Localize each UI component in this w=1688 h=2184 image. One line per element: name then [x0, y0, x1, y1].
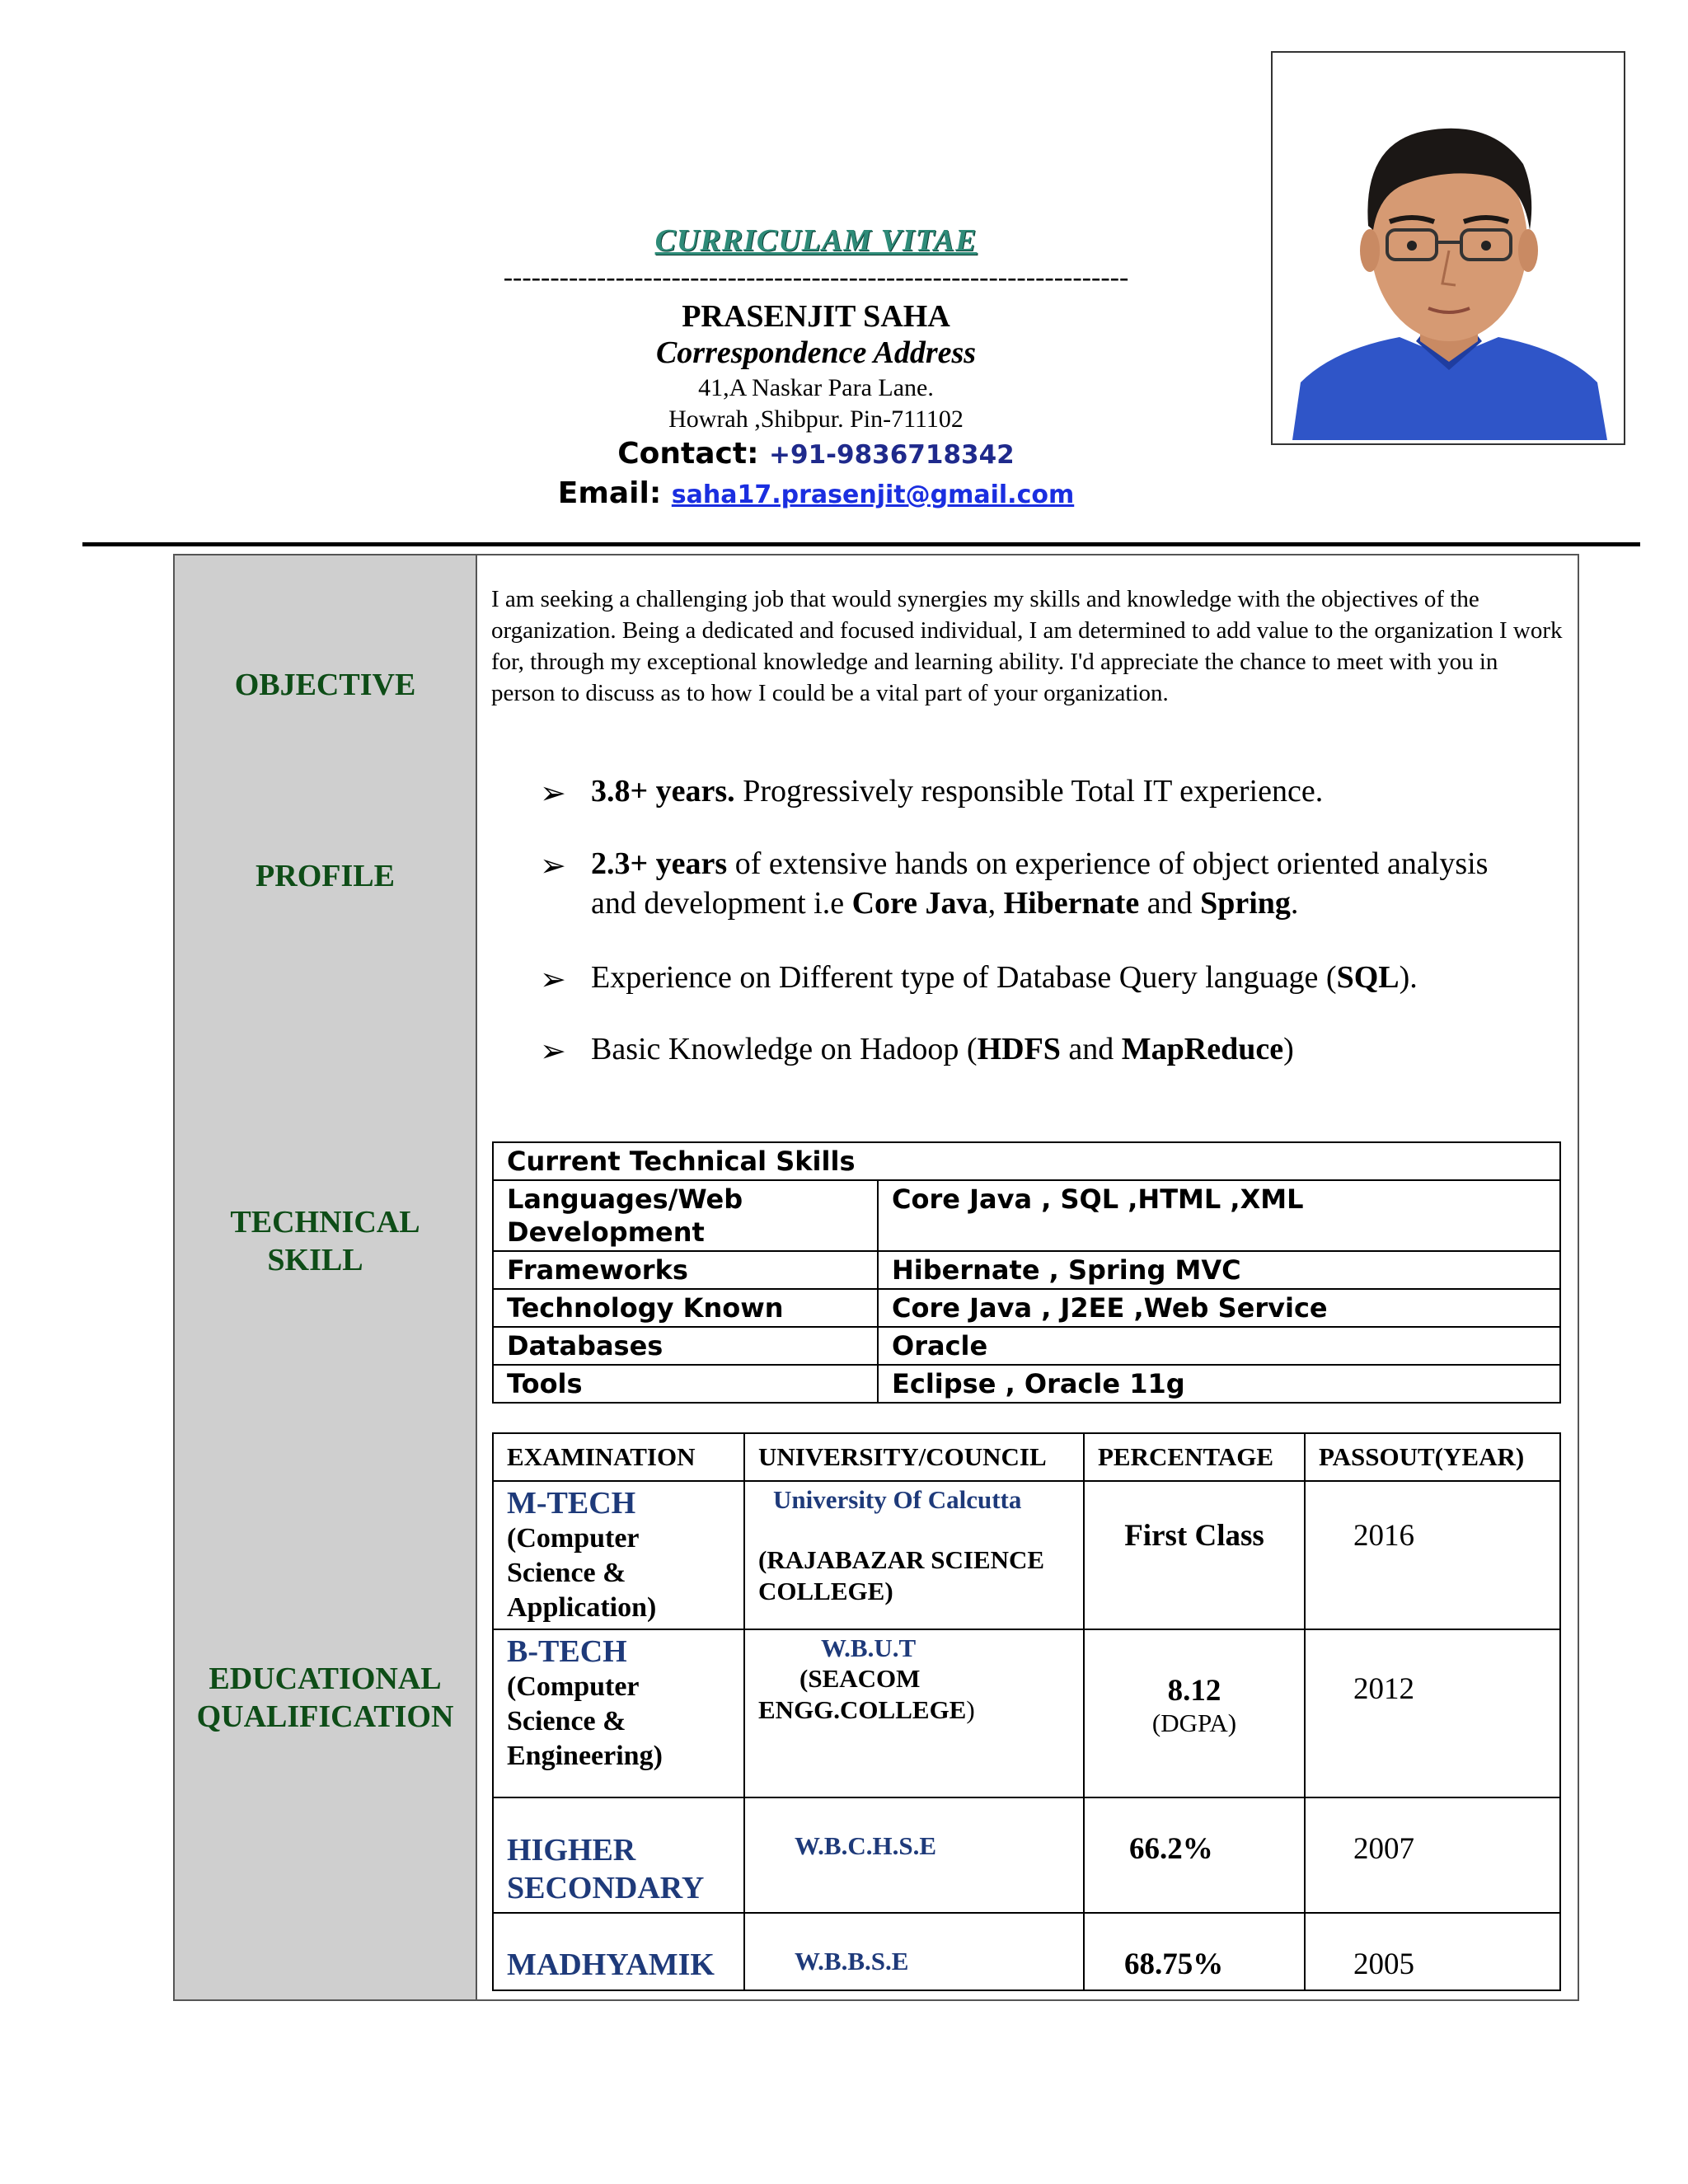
profile-item-1: 3.8+ years. Progressively responsible Total IT experience. [591, 774, 1324, 808]
year-cell [1305, 1481, 1560, 1629]
table-header-row [493, 1433, 1560, 1481]
skill-label: Tools [493, 1365, 878, 1403]
table-row [493, 1251, 1560, 1289]
col-header-percentage: PERCENTAGE [1084, 1433, 1305, 1481]
percentage-value: 68.75% [1124, 1947, 1224, 1981]
skill-value: Core Java , SQL ,HTML ,XML [878, 1180, 1560, 1251]
skill-label: Databases [493, 1327, 878, 1365]
passout-year: 2007 [1353, 1832, 1414, 1866]
skill-value: Hibernate , Spring MVC [878, 1251, 1560, 1289]
arrow-bullet-icon: ➢ [540, 963, 566, 997]
table-row [493, 1289, 1560, 1327]
contact-label: Contact: [617, 437, 759, 471]
col-header-university: UNIVERSITY/COUNCIL [744, 1433, 1084, 1481]
skill-label: Languages/Web Development [493, 1180, 878, 1251]
percentage-cell [1084, 1797, 1305, 1913]
degree-name: B-TECH [507, 1634, 627, 1669]
university-name: W.B.U.T [821, 1633, 917, 1662]
address-line-1: 41,A Naskar Para Lane. [698, 374, 934, 401]
degree-subject: (Computer Science & Engineering) [507, 1671, 663, 1771]
document-title: CURRICULAM VITAE [654, 223, 978, 258]
section-technical-line1: TECHNICAL [230, 1205, 420, 1240]
degree-name: HIGHER SECONDARY [507, 1833, 705, 1905]
skill-value: Oracle [878, 1327, 1560, 1365]
passout-year: 2005 [1353, 1947, 1414, 1981]
degree-name: MADHYAMIK [507, 1947, 715, 1982]
email-link[interactable]: saha17.prasenjit@gmail.com [671, 480, 1075, 509]
section-objective: OBJECTIVE [234, 668, 416, 702]
passout-year: 2016 [1353, 1519, 1414, 1553]
table-row [493, 1142, 1560, 1180]
exam-cell [493, 1481, 744, 1629]
university-name: W.B.C.H.S.E [795, 1831, 936, 1860]
address-line-2: Howrah ,Shibpur. Pin-711102 [668, 405, 964, 433]
section-education-line2: QUALIFICATION [196, 1699, 454, 1734]
table-row [493, 1797, 1560, 1913]
col-header-passout: PASSOUT(YEAR) [1305, 1433, 1560, 1481]
year-cell [1305, 1913, 1560, 1990]
university-cell [744, 1629, 1084, 1797]
section-technical [175, 1203, 476, 1279]
percentage-value: 8.12 [1167, 1674, 1221, 1708]
table-row [493, 1327, 1560, 1365]
skill-label: Technology Known [493, 1289, 878, 1327]
college-name-line2: ENGG.COLLEGE) [758, 1695, 975, 1724]
university-cell [744, 1481, 1084, 1629]
skill-value: Eclipse , Oracle 11g [878, 1365, 1560, 1403]
exam-cell [493, 1797, 744, 1913]
tech-table-heading: Current Technical Skills [493, 1142, 1560, 1180]
table-row [493, 1629, 1560, 1797]
college-name-line1: (SEACOM [799, 1664, 921, 1693]
separator-line: ------------------------------------------------------------------- [503, 262, 1129, 293]
technical-skills-table [492, 1141, 1561, 1404]
percentage-value: First Class [1124, 1519, 1264, 1553]
exam-cell [493, 1629, 744, 1797]
table-row [493, 1180, 1560, 1251]
table-row [493, 1365, 1560, 1403]
year-cell [1305, 1629, 1560, 1797]
university-name: W.B.B.S.E [795, 1947, 909, 1975]
percentage-cell [1084, 1913, 1305, 1990]
table-row [493, 1913, 1560, 1990]
education-table [492, 1432, 1561, 1991]
university-cell [744, 1797, 1084, 1913]
col-header-examination: EXAMINATION [493, 1433, 744, 1481]
skill-label: Frameworks [493, 1251, 878, 1289]
percentage-value: 66.2% [1129, 1832, 1213, 1866]
header-divider [82, 542, 1640, 546]
degree-name: M-TECH [507, 1486, 636, 1521]
contact-phone: +91-9836718342 [769, 440, 1015, 470]
passout-year: 2012 [1353, 1672, 1414, 1706]
profile-photo [1271, 51, 1625, 445]
exam-cell [493, 1913, 744, 1990]
email-label: Email: [557, 476, 662, 510]
university-cell [744, 1913, 1084, 1990]
section-technical-line2: SKILL [267, 1243, 363, 1277]
year-cell [1305, 1797, 1560, 1913]
university-name: University Of Calcutta [773, 1485, 1022, 1514]
section-education [175, 1660, 476, 1736]
section-profile: PROFILE [256, 859, 395, 893]
arrow-bullet-icon: ➢ [540, 1034, 566, 1069]
candidate-name: PRASENJIT SAHA [682, 299, 950, 334]
address-label: Correspondence Address [655, 335, 977, 370]
percentage-unit: (DGPA) [1151, 1708, 1237, 1737]
degree-subject: (Computer Science & Application) [507, 1523, 657, 1623]
portrait-image [1284, 86, 1614, 440]
percentage-cell [1084, 1481, 1305, 1629]
section-education-line1: EDUCATIONAL [209, 1661, 442, 1696]
percentage-cell [1084, 1629, 1305, 1797]
college-name: (RAJABAZAR SCIENCE COLLEGE) [758, 1545, 1045, 1605]
skill-value: Core Java , J2EE ,Web Service [878, 1289, 1560, 1327]
arrow-bullet-icon: ➢ [540, 776, 566, 811]
table-row [493, 1481, 1560, 1629]
email-line [0, 476, 1632, 510]
profile-item-4: Basic Knowledge on Hadoop (HDFS and MapReduce) [591, 1032, 1294, 1066]
arrow-bullet-icon: ➢ [540, 849, 566, 883]
profile-item-2: 2.3+ years of extensive hands on experience of object oriented analysis and development i.e Core Java, Hibernate and Spring. [591, 846, 1489, 921]
profile-item-3: Experience on Different type of Database Query language (SQL). [591, 960, 1418, 995]
objective-paragraph: I am seeking a challenging job that would synergies my skills and knowledge with the objectives of the organization. Being a dedicated and focused individual, I am determined to add value to the organization I work for, through my exceptional knowledge and learning ability. I'd appreciate the chance to meet with you in person to discuss as to how I could be a vital part of your organization. [491, 586, 1563, 706]
